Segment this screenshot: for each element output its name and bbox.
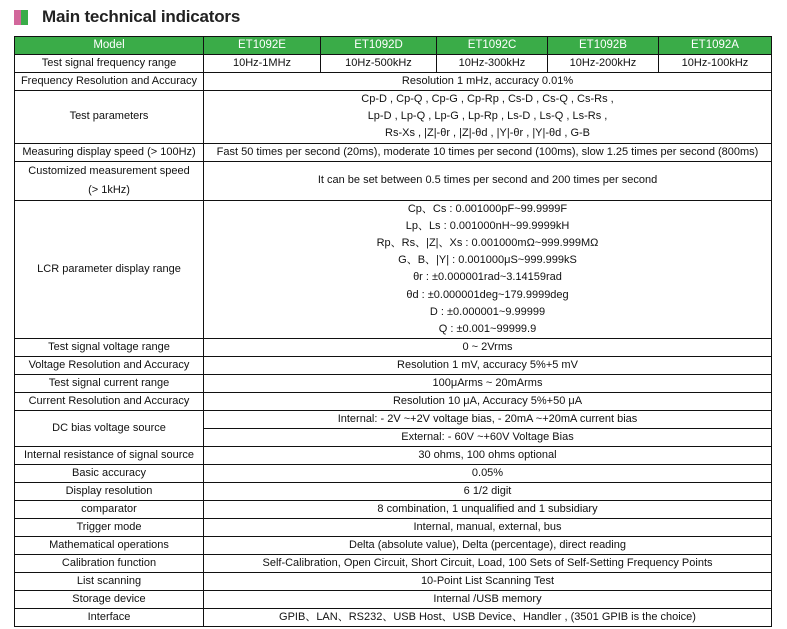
row-label: Test signal current range — [15, 375, 204, 393]
row-label: Basic accuracy — [15, 465, 204, 483]
row-label-line: Customized measurement speed — [28, 164, 190, 177]
row-label: Storage device — [15, 591, 204, 609]
row-value: External: - 60V ~+60V Voltage Bias — [204, 429, 772, 447]
row-label: Mathematical operations — [15, 537, 204, 555]
row-value: 10Hz-100kHz — [659, 55, 772, 73]
row-label — [15, 161, 204, 200]
row-value-line: Lp、Ls : 0.001000nH~99.9999kH — [405, 219, 570, 232]
row-label: Trigger mode — [15, 519, 204, 537]
row-label: Test parameters — [15, 91, 204, 144]
table-row — [15, 483, 772, 501]
section-heading: Main technical indicators — [42, 7, 241, 26]
table-row — [15, 55, 772, 73]
row-value: 10Hz-1MHz — [204, 55, 321, 73]
row-value: 0.05% — [204, 465, 772, 483]
table-row — [15, 555, 772, 573]
row-value-line: Cp-D , Cp-Q , Cp-G , Cp-Rp , Cs-D , Cs-Q , Cs-Rs , — [361, 93, 614, 105]
row-value-line: Rs-Xs , |Z|-θr , |Z|-θd , |Y|-θr , |Y|-θd , G-B — [385, 127, 590, 140]
row-value-line: θd : ±0.000001deg~179.9999deg — [406, 288, 569, 301]
row-value-line: D : ±0.000001~9.99999 — [429, 305, 546, 318]
header-model-et1092c: ET1092C — [437, 37, 548, 55]
header-model-label: Model — [15, 37, 204, 55]
row-value: It can be set between 0.5 times per second and 200 times per second — [204, 161, 772, 200]
row-value: 100μArms ~ 20mArms — [204, 375, 772, 393]
row-value-line: Q : ±0.001~99999.9 — [438, 323, 537, 336]
row-label: Calibration function — [15, 555, 204, 573]
table-header-row — [15, 37, 772, 55]
row-label: Interface — [15, 609, 204, 627]
row-value: Internal: - 2V ~+2V voltage bias, - 20mA ~+20mA current bias — [204, 411, 772, 429]
row-value: Resolution 10 μA, Accuracy 5%+50 μA — [204, 393, 772, 411]
table-row — [15, 411, 772, 429]
table-row — [15, 143, 772, 161]
row-value: Resolution 1 mV, accuracy 5%+5 mV — [204, 357, 772, 375]
row-value: Self-Calibration, Open Circuit, Short Circuit, Load, 100 Sets of Self-Setting Frequency Points — [204, 555, 772, 573]
table-row — [15, 91, 772, 144]
row-value-line: θr : ±0.000001rad~3.14159rad — [413, 271, 562, 284]
row-label: Measuring display speed (> 100Hz) — [15, 143, 204, 161]
table-row — [15, 375, 772, 393]
row-value: 10Hz-300kHz — [437, 55, 548, 73]
table-row — [15, 161, 772, 200]
table-row — [15, 447, 772, 465]
row-label: Current Resolution and Accuracy — [15, 393, 204, 411]
row-value: 10-Point List Scanning Test — [204, 573, 772, 591]
table-row — [15, 537, 772, 555]
table-row — [15, 519, 772, 537]
table-row — [15, 465, 772, 483]
row-value: 8 combination, 1 unqualified and 1 subsidiary — [204, 501, 772, 519]
row-value-line: G、B、|Y| : 0.001000μS~999.999kS — [398, 254, 577, 267]
row-value: 30 ohms, 100 ohms optional — [204, 447, 772, 465]
row-value: Internal /USB memory — [204, 591, 772, 609]
row-value: 0 ~ 2Vrms — [204, 339, 772, 357]
row-value — [204, 200, 772, 339]
row-label: Voltage Resolution and Accuracy — [15, 357, 204, 375]
row-label: Internal resistance of signal source — [15, 447, 204, 465]
header-model-et1092e: ET1092E — [204, 37, 321, 55]
row-value: Fast 50 times per second (20ms), moderate 10 times per second (100ms), slow 1.25 times per second (800ms) — [204, 143, 772, 161]
row-value: GPIB、LAN、RS232、USB Host、USB Device、Handler , (3501 GPIB is the choice) — [204, 609, 772, 627]
row-label: LCR parameter display range — [15, 200, 204, 339]
row-label: List scanning — [15, 573, 204, 591]
row-value-line: Rp、Rs、|Z|、Xs : 0.001000mΩ~999.999MΩ — [376, 237, 599, 250]
table-row — [15, 200, 772, 339]
row-label: DC bias voltage source — [15, 411, 204, 447]
row-label-line: (> 1kHz) — [88, 183, 130, 196]
table-row — [15, 73, 772, 91]
row-value-line: Cp、Cs : 0.001000pF~99.9999F — [407, 202, 568, 215]
table-row — [15, 501, 772, 519]
section-title — [14, 6, 240, 28]
table-row — [15, 591, 772, 609]
header-model-et1092a: ET1092A — [659, 37, 772, 55]
table-row — [15, 357, 772, 375]
row-value: 10Hz-500kHz — [321, 55, 437, 73]
row-value — [204, 91, 772, 144]
header-model-et1092b: ET1092B — [548, 37, 659, 55]
row-value: 10Hz-200kHz — [548, 55, 659, 73]
row-value: Internal, manual, external, bus — [204, 519, 772, 537]
table-row — [15, 573, 772, 591]
table-row — [15, 609, 772, 627]
row-label: Frequency Resolution and Accuracy — [15, 73, 204, 91]
row-label: Test signal voltage range — [15, 339, 204, 357]
row-label: comparator — [15, 501, 204, 519]
table-row — [15, 393, 772, 411]
header-model-et1092d: ET1092D — [321, 37, 437, 55]
row-value: 6 1/2 digit — [204, 483, 772, 501]
row-label: Display resolution — [15, 483, 204, 501]
spec-table — [14, 36, 772, 627]
row-label: Test signal frequency range — [15, 55, 204, 73]
row-value-line: Lp-D , Lp-Q , Lp-G , Lp-Rp , Ls-D , Ls-Q , Ls-Rs , — [367, 110, 608, 123]
row-value: Delta (absolute value), Delta (percentage), direct reading — [204, 537, 772, 555]
table-row — [15, 339, 772, 357]
row-value: Resolution 1 mHz, accuracy 0.01% — [204, 73, 772, 91]
title-color-mark-icon — [14, 10, 28, 25]
